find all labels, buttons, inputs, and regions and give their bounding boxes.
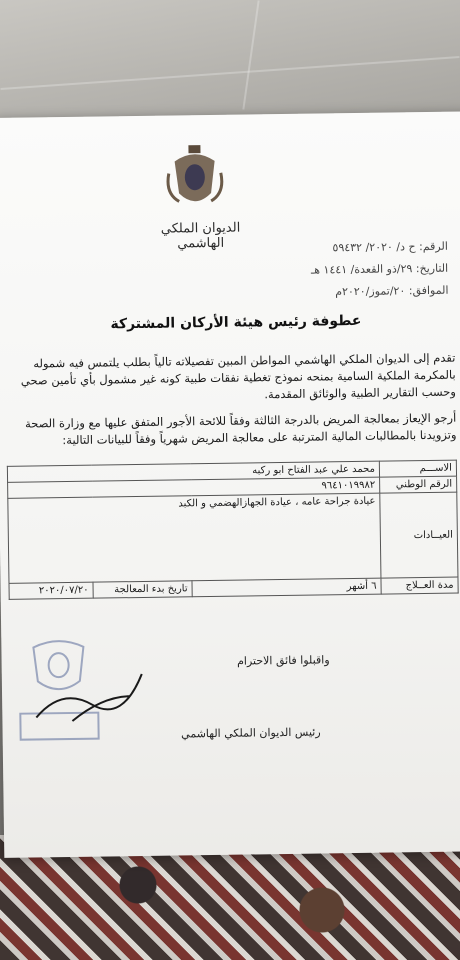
patient-info-table [7,460,459,600]
coat-of-arms-icon [164,143,225,214]
request-paragraph: تقدم إلى الديوان الملكي الهاشمي المواطن المبين تفصيلاته تالياً بطلب يلتمس فيه شموله بالمكرمة الملكية السامية بمنحه نموذج تغطية نفقات طبية كونه غير مشمول بأي تأمين صحي وحسب التقارير الطبية والوثائق المقدمة. [20,350,456,402]
document-page [0,111,460,858]
instruction-paragraph: أرجو الإيعاز بمعالجة المريض بالدرجة الثالثة وفقاً للائحة الأجور المتفق عليها مع وزارة الصحة وتزويدنا بالمطالبات المالية المترتبة على معالجة المريض شهرياً وفقاً للبيانات التالية: [24,410,457,448]
office-name-logo: الديوان الملكي الهاشمي [160,220,241,252]
table-row [8,492,458,583]
hijri-date: التاريخ: ٢٩/ذو القعدة/ ١٤٤١ هـ [310,261,449,277]
closing-line: واقبلوا فائق الاحترام [236,653,330,668]
start-date-value: ٢٠٢٠/٠٧/٢٠ [9,582,93,599]
reference-number: الرقم: ح د/ ٢٠٢٠/ ٥٩٤٣٢ [332,239,448,255]
name-value: محمد علي عبد الفتاح ابو ركبه [7,461,379,482]
handwritten-signature [32,666,153,728]
clinics-label: العيــادات [380,492,458,578]
name-label: الاســـم [379,460,456,477]
start-date-label: تاريخ بدء المعالجة [93,581,192,598]
duration-label: مدة العــلاج [381,577,458,594]
signatory-title: رئيس الديوان الملكي الهاشمي [181,725,321,741]
clinics-value: عيادة جراحة عامه ، عيادة الجهازالهضمي و الكبد [8,493,381,583]
gregorian-date: الموافق: ٢٠/تموز/٢٠٢٠م [335,283,449,299]
national-id-label: الرقم الوطني [380,476,457,493]
duration-value: ٦ أشهر [192,578,381,597]
national-id-value: ٩٦٤١٠١٩٩٨٢ [8,477,380,498]
addressee-title: عطوفة رئيس هيئة الأركان المشتركة [110,312,362,333]
